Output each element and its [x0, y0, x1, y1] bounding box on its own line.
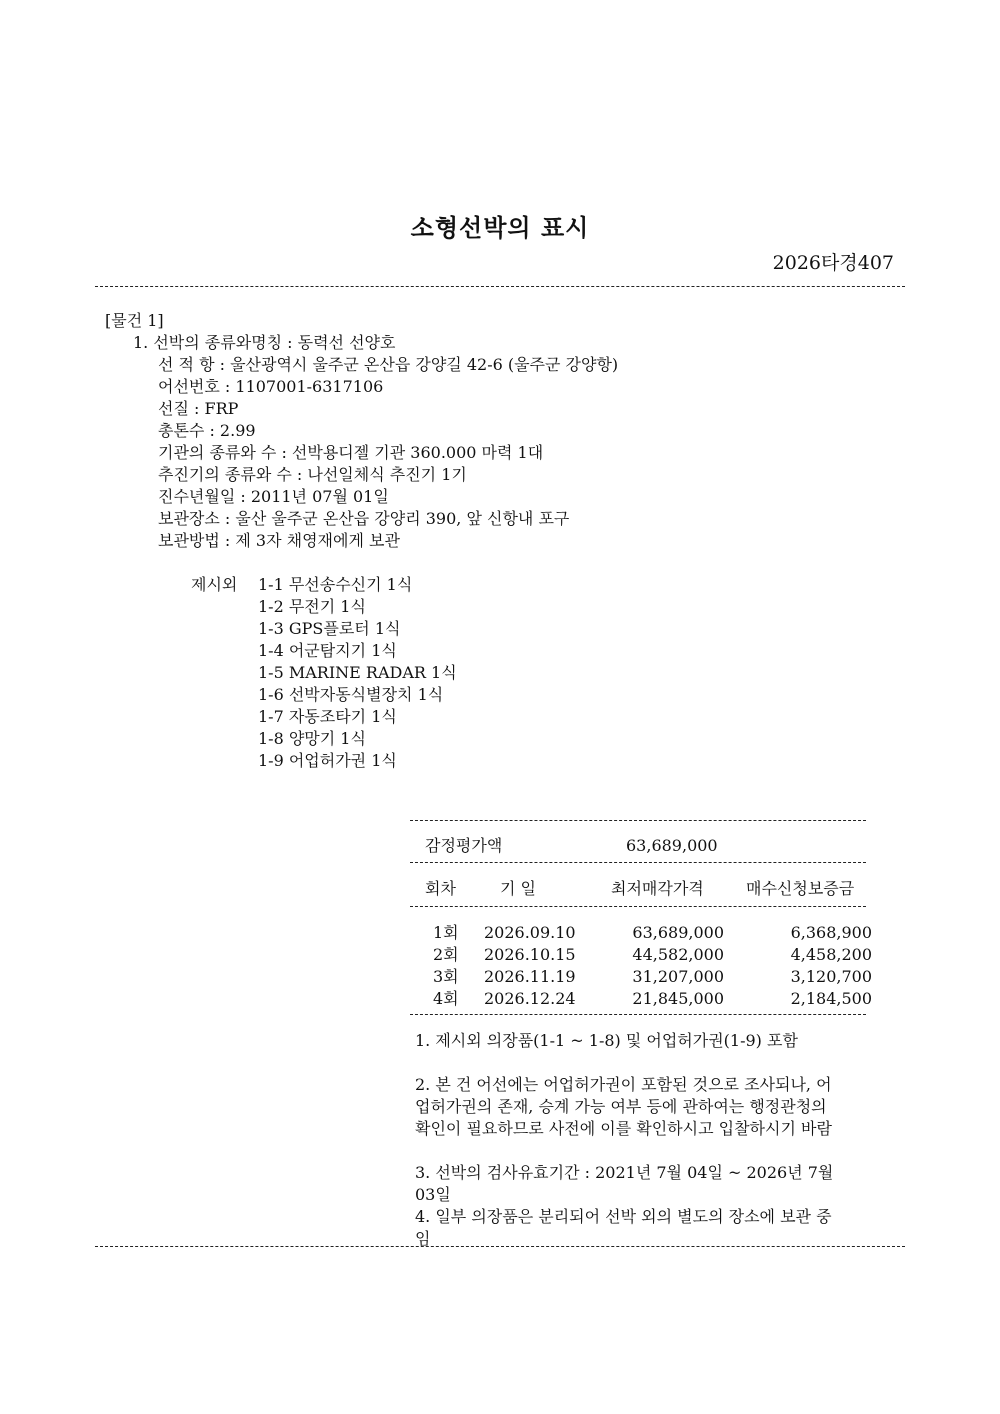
- schedule-divider: [410, 862, 866, 863]
- material-line: 선질 : FRP: [158, 399, 239, 418]
- excluded-item: 1-8 양망기 1식: [258, 729, 366, 748]
- port-line: 선 적 항 : 울산광역시 울주군 온산읍 강양길 42-6 (울주군 강양항): [158, 355, 619, 374]
- row-min-price: 63,689,000: [632, 923, 724, 942]
- header-min-price: 최저매각가격: [611, 879, 704, 898]
- appraisal-label: 감정평가액: [425, 836, 503, 855]
- storage-place-line: 보관장소 : 울산 울주군 온산읍 강양리 390, 앞 신항내 포구: [158, 509, 570, 528]
- note-item: 4. 일부 의장품은 분리되어 선박 외의 별도의 장소에 보관 중임: [415, 1207, 832, 1248]
- row-deposit: 3,120,700: [790, 967, 872, 986]
- row-round: 1회: [433, 923, 459, 942]
- excluded-item: 1-6 선박자동식별장치 1식: [258, 685, 444, 704]
- appraisal-value: 63,689,000: [626, 836, 718, 855]
- row-date: 2026.10.15: [484, 945, 576, 964]
- row-deposit: 4,458,200: [790, 945, 872, 964]
- excluded-item: 1-2 무전기 1식: [258, 597, 366, 616]
- excluded-item: 1-3 GPS플로터 1식: [258, 619, 401, 638]
- row-deposit: 6,368,900: [790, 923, 872, 942]
- row-round: 4회: [433, 989, 459, 1008]
- engine-line: 기관의 종류와 수 : 선박용디젤 기관 360.000 마력 1대: [158, 443, 544, 462]
- row-min-price: 21,845,000: [632, 989, 724, 1008]
- row-round: 2회: [433, 945, 459, 964]
- excluded-item: 1-4 어군탐지기 1식: [258, 641, 397, 660]
- header-round: 회차: [425, 879, 456, 898]
- header-deposit: 매수신청보증금: [746, 879, 855, 898]
- propulsion-line: 추진기의 종류와 수 : 나선일체식 추진기 1기: [158, 465, 467, 484]
- header-date: 기 일: [500, 879, 536, 898]
- excluded-item: 1-5 MARINE RADAR 1식: [258, 663, 457, 682]
- row-round: 3회: [433, 967, 459, 986]
- tonnage-line: 총톤수 : 2.99: [158, 421, 256, 440]
- row-deposit: 2,184,500: [790, 989, 872, 1008]
- row-min-price: 31,207,000: [632, 967, 724, 986]
- note-item: 2. 본 건 어선에는 어업허가권이 포함된 것으로 조사되나, 어업허가권의 존재, 승계 가능 여부 등에 관하여는 행정관청의 확인이 필요하므로 사전에 이를 확인하시고 입찰하시기 바람: [415, 1075, 832, 1138]
- document-title: 소형선박의 표시: [410, 214, 590, 242]
- note-item: 3. 선박의 검사유효기간 : 2021년 7월 04일 ~ 2026년 7월 03일: [415, 1163, 834, 1204]
- vessel-number-line: 어선번호 : 1107001-6317106: [158, 377, 384, 396]
- excluded-item: 1-9 어업허가권 1식: [258, 751, 397, 770]
- bottom-divider: [95, 1246, 905, 1247]
- row-min-price: 44,582,000: [632, 945, 724, 964]
- row-date: 2026.09.10: [484, 923, 576, 942]
- top-divider: [95, 286, 905, 287]
- launch-date-line: 진수년월일 : 2011년 07월 01일: [158, 487, 389, 506]
- ship-name-line: 1. 선박의 종류와명칭 : 동력선 선양호: [133, 333, 396, 352]
- schedule-divider: [410, 820, 866, 821]
- item-header: [물건 1]: [105, 311, 164, 330]
- excluded-item: 1-7 자동조타기 1식: [258, 707, 397, 726]
- storage-method-line: 보관방법 : 제 3자 채영재에게 보관: [158, 531, 400, 550]
- excluded-item: 1-1 무선송수신기 1식: [258, 575, 413, 594]
- row-date: 2026.12.24: [484, 989, 576, 1008]
- note-item: 1. 제시외 의장품(1-1 ~ 1-8) 및 어업허가권(1-9) 포함: [415, 1031, 798, 1050]
- excluded-label: 제시외: [191, 575, 238, 594]
- row-date: 2026.11.19: [484, 967, 576, 986]
- schedule-divider: [410, 1014, 866, 1015]
- case-number: 2026타경407: [772, 252, 894, 274]
- schedule-divider: [410, 906, 866, 907]
